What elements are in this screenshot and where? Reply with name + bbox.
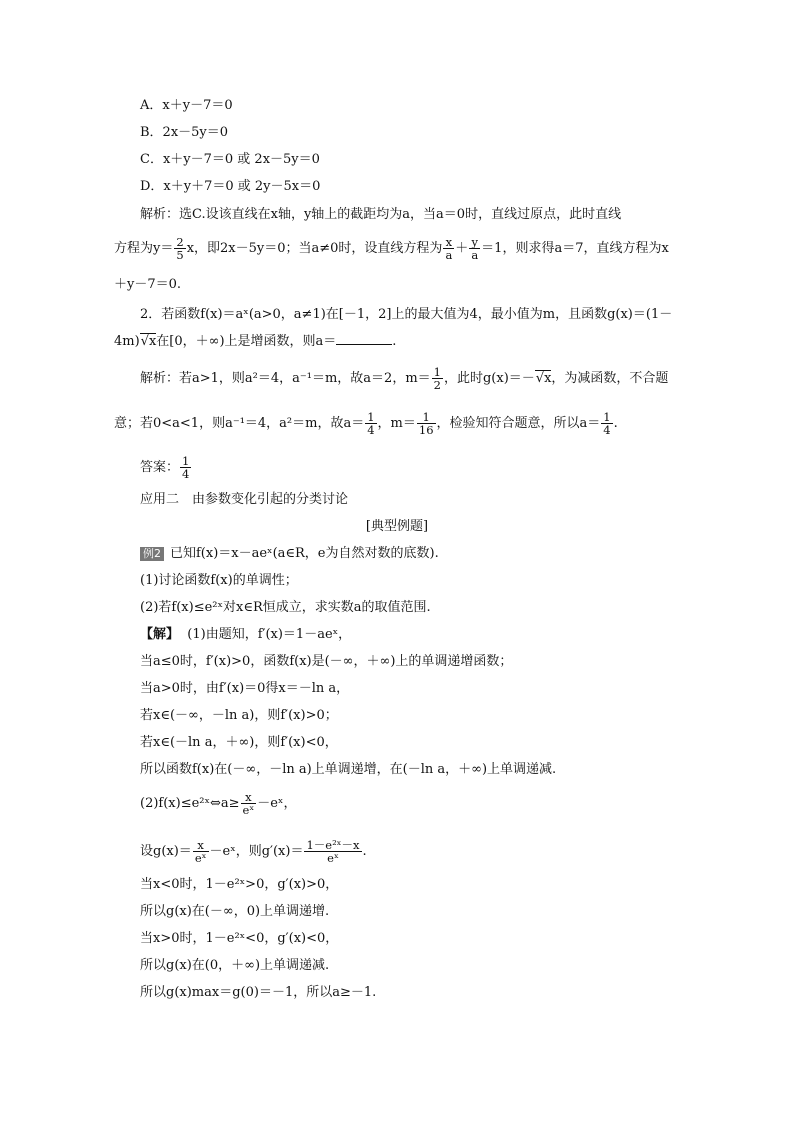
den: 4 — [182, 467, 190, 481]
solution-step9: 当x<0时，1－e²ˣ>0，g′(x)>0， — [140, 877, 339, 892]
solution-step5: 若x∈(－ln a，＋∞)，则f′(x)<0， — [140, 735, 338, 750]
num: x — [193, 839, 209, 852]
fraction-quarter-2 — [601, 411, 612, 436]
text: 意；若0<a<1，则a⁻¹＝4，a²＝m，故a＝ — [114, 416, 365, 431]
analysis1-line3: ＋y－7＝0. — [114, 277, 182, 292]
text: ＝1，则求得a＝7，直线方程为x — [481, 241, 669, 256]
option-a: A．x＋y－7＝0 — [140, 98, 233, 113]
text: 方程为y＝ — [114, 241, 174, 256]
text: (1)由题知，f′(x)＝1－aeˣ， — [187, 627, 352, 642]
num: 2 — [176, 235, 184, 249]
den: eˣ — [327, 851, 339, 865]
fraction-x-over-ex — [241, 791, 257, 816]
sqrt-x: √x — [140, 334, 157, 349]
option-c: C．x＋y－7＝0 或 2x－5y＝0 — [140, 152, 320, 167]
num: y — [469, 236, 480, 249]
solution-step2: 当a≤0时，f′(x)>0，函数f(x)是(－∞，＋∞)上的单调递增函数； — [140, 654, 513, 669]
answer-label: 答案： — [140, 460, 180, 475]
text: . — [392, 334, 397, 349]
num: 1 — [417, 411, 436, 424]
num: 1－e²ˣ－x — [306, 838, 360, 852]
text: . — [362, 844, 367, 859]
num: x — [443, 236, 454, 249]
solution-step12: 所以g(x)在(0，＋∞)上单调递减. — [140, 958, 330, 973]
text: －eˣ， — [257, 796, 297, 811]
fraction-half — [432, 366, 443, 391]
example-heading: [典型例题] — [365, 519, 429, 534]
den: 4 — [603, 423, 611, 437]
solution-step6: 所以函数f(x)在(－∞，－ln a)上单调递增，在(－ln a，＋∞)上单调递减. — [140, 762, 557, 777]
den: eˣ — [194, 851, 207, 865]
den: 16 — [418, 423, 434, 437]
fraction-gprime — [304, 839, 361, 864]
fraction-two-fifths — [174, 236, 185, 261]
text: 设g(x)＝ — [140, 844, 192, 859]
text: (2)f(x)≤e²ˣ⇔a≥ — [140, 796, 240, 811]
question2-line2 — [114, 332, 396, 351]
den: 5 — [176, 248, 184, 262]
answer-blank — [336, 332, 392, 345]
text: 解析：若a>1，则a²＝4，a⁻¹＝m，故a＝2，m＝ — [140, 371, 431, 386]
analysis2-line2 — [114, 411, 618, 436]
analysis1-line2: 方程为y＝ $\frac{2}{5}$ x，即2x－5y＝0；当a≠0时，设直线方程为 $\frac{x}{a}$ ＋ $\frac{y}{a}$ ＝1，则求得a＝7，直线方程为x — [114, 235, 669, 262]
solution-step11: 当x>0时，1－e²ˣ<0，g′(x)<0， — [140, 931, 339, 946]
analysis2-line1 — [140, 366, 668, 391]
den: a — [445, 248, 453, 262]
section-title: 应用二 由参数变化引起的分类讨论 — [140, 492, 349, 507]
text: －eˣ，则g′(x)＝ — [209, 844, 304, 859]
text: . — [613, 416, 618, 431]
analysis1-line1: 解析：选C.设该直线在x轴，y轴上的截距均为a，当a＝0时，直线过原点，此时直线 — [140, 207, 622, 222]
answer-line — [140, 455, 192, 480]
solution-step3: 当a>0时，由f′(x)＝0得x＝－ln a， — [140, 681, 350, 696]
text: 在[0，＋∞)上是增函数，则a＝ — [156, 334, 337, 349]
fraction-x-over-a — [443, 236, 454, 261]
sqrt-x: √x — [535, 371, 552, 386]
num: x — [241, 791, 257, 804]
question2-line1: 2．若函数f(x)＝aˣ(a>0，a≠1)在[－1，2]上的最大值为4，最小值为m，且函数g(x)＝(1－ — [140, 307, 673, 322]
option-d: D．x＋y＋7＝0 或 2y－5x＝0 — [140, 179, 321, 194]
solution-step8 — [140, 839, 367, 864]
text: ，检验知符合题意，所以a＝ — [436, 416, 601, 431]
example-part2: (2)若f(x)≤e²ˣ对x∈R恒成立，求实数a的取值范围. — [140, 600, 431, 615]
num: 1 — [367, 410, 375, 424]
solution-label: 【解】 — [140, 627, 180, 642]
text: 已知f(x)＝x－aeˣ(a∈R，e为自然对数的底数). — [170, 546, 439, 561]
num: 1 — [182, 454, 190, 468]
fraction-quarter — [365, 411, 376, 436]
solution-step13: 所以g(x)max＝g(0)＝－1，所以a≥－1. — [140, 985, 377, 1000]
solution-step10: 所以g(x)在(－∞，0)上单调递增. — [140, 904, 330, 919]
example-part1: (1)讨论函数f(x)的单调性； — [140, 573, 298, 588]
text: ，m＝ — [377, 416, 416, 431]
num: 1 — [603, 410, 611, 424]
den: 2 — [433, 378, 441, 392]
den: eˣ — [242, 803, 255, 817]
fraction-x-over-ex-2 — [193, 839, 209, 864]
num: 1 — [433, 365, 441, 379]
solution-step7 — [140, 791, 296, 816]
text: 4m) — [114, 334, 140, 349]
text: x，即2x－5y＝0；当a≠0时，设直线方程为 — [186, 241, 443, 256]
solution-step1 — [140, 626, 351, 644]
example-badge: 例2 — [140, 547, 164, 561]
answer-fraction — [180, 455, 191, 480]
option-b: B．2x－5y＝0 — [140, 125, 229, 140]
den: a — [471, 248, 479, 262]
solution-step4: 若x∈(－∞，－ln a)，则f′(x)>0； — [140, 708, 338, 723]
text: ，为减函数，不合题 — [551, 371, 669, 386]
den: 4 — [367, 423, 375, 437]
example-stem — [140, 545, 439, 563]
fraction-y-over-a — [469, 236, 480, 261]
text: ，此时g(x)＝－ — [443, 371, 535, 386]
fraction-sixteenth — [417, 411, 436, 436]
